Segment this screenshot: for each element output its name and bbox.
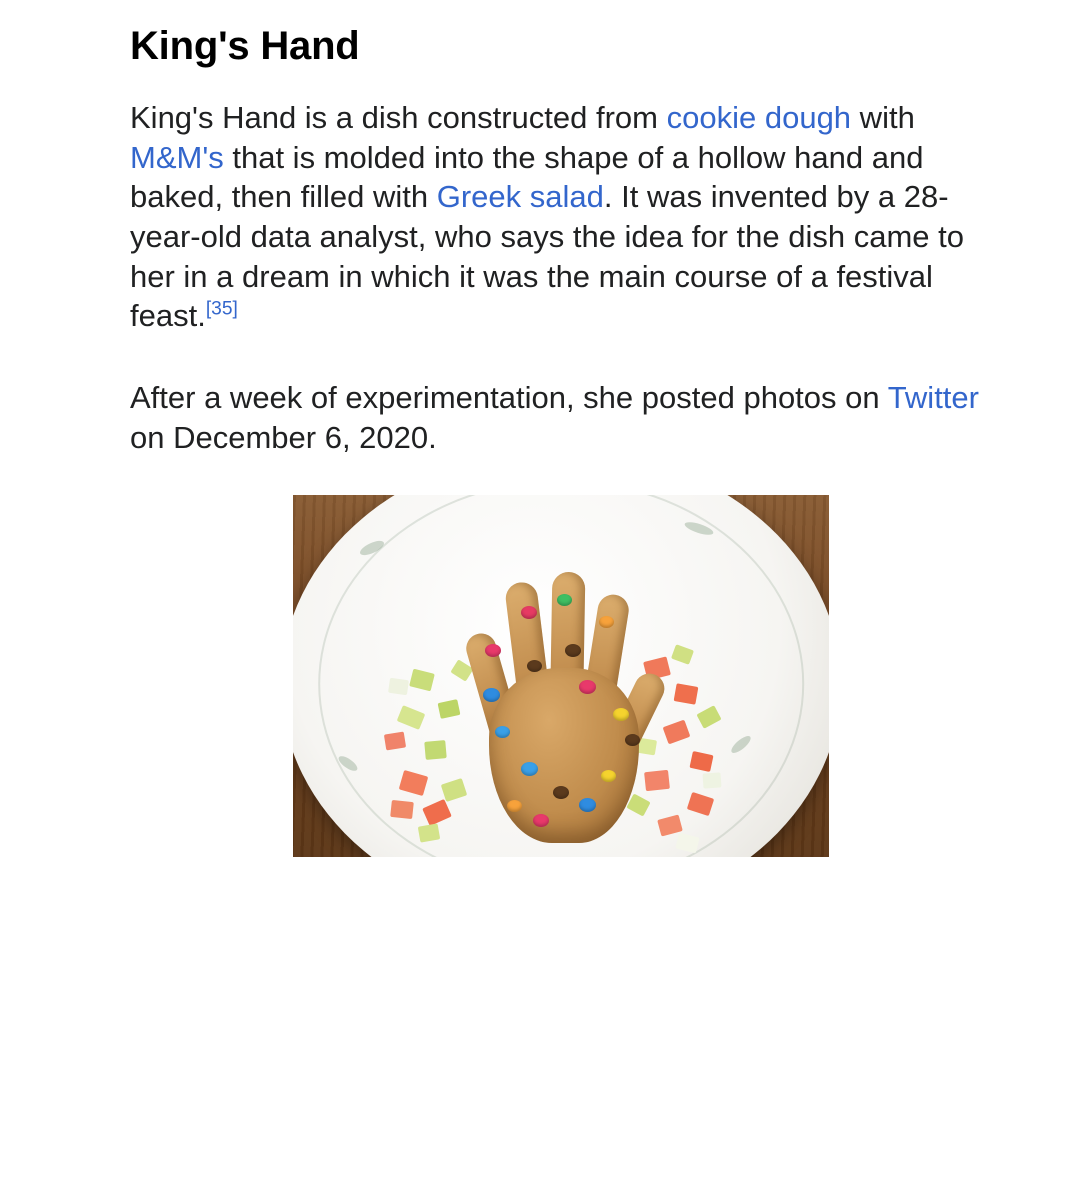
reference-link-35[interactable]: [35] bbox=[205, 299, 238, 321]
link-twitter[interactable]: Twitter bbox=[887, 380, 979, 416]
text-segment: After a week of experimentation, she posted photos on bbox=[130, 380, 888, 416]
text-segment: that is molded into the shape of a hollow hand and baked, then filled with bbox=[130, 139, 924, 215]
page-title: King's Hand bbox=[130, 24, 360, 68]
text-segment: King's Hand is a dish constructed from bbox=[130, 100, 667, 135]
article-page bbox=[0, 22, 1080, 857]
paragraph-2 bbox=[130, 378, 992, 457]
text-segment: with bbox=[851, 100, 915, 135]
text-segment: . It was invented by a 28-year-old data analyst, who says the idea for the dish came to her in a dream in which it was the main course of a festival feast. bbox=[130, 179, 965, 334]
hand-shaped-cookie bbox=[461, 548, 661, 848]
kings-hand-photo[interactable] bbox=[293, 495, 829, 857]
figure-container bbox=[130, 495, 992, 857]
palm bbox=[489, 668, 639, 843]
paragraph-1 bbox=[130, 98, 992, 336]
link-greek-salad[interactable]: Greek salad bbox=[436, 179, 604, 215]
link-mms[interactable]: M&M's bbox=[130, 139, 224, 175]
text-segment: on December 6, 2020. bbox=[130, 419, 437, 455]
reference-marker[interactable] bbox=[206, 299, 238, 320]
link-cookie-dough[interactable]: cookie dough bbox=[666, 100, 852, 135]
